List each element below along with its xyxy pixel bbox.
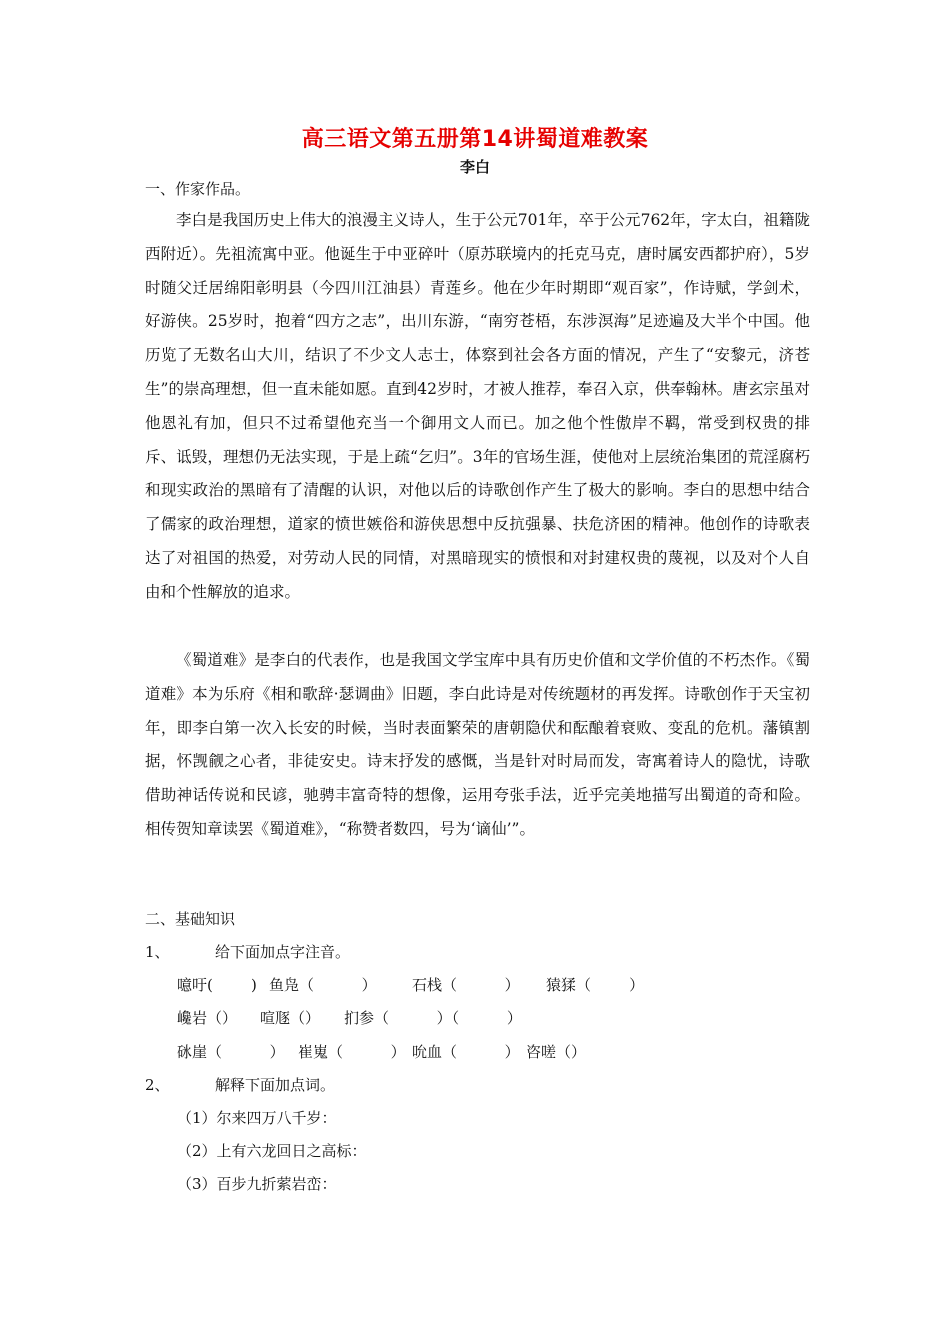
question-1-prompt: 给下面加点字注音。 [215,943,351,961]
explanation-item-1: （1）尔来四万八千岁： [177,1109,337,1127]
pinyin-row-1-item-2: 鱼凫（ ） [269,976,377,994]
pinyin-row-3-item-3: 吮血（ ） [412,1043,520,1061]
explanation-item-2: （2）上有六龙回日之高标： [177,1142,367,1160]
question-2-prompt: 解释下面加点词。 [215,1076,336,1094]
pinyin-row-1-item-4: 猿猱（ ） [546,976,645,994]
author-name: 李白 [459,158,490,176]
question-1-number: 1、 [145,943,170,961]
explanation-item-3: （3）百步九折萦岩峦： [177,1175,337,1193]
pinyin-row-1-item-3: 石栈（ ） [412,976,520,994]
pinyin-row-2-item-2: 喧豗（） [260,1009,321,1027]
question-2 [145,1074,335,1095]
question-1 [145,941,350,962]
pinyin-row-3-item-1: 砯崖（ ） [177,1043,285,1061]
pinyin-row-3-item-4: 咨嗟（） [526,1043,587,1061]
paragraph-biography: 李白是我国历史上伟大的浪漫主义诗人，生于公元701年，卒于公元762年，字太白，祖籍陇西附近）。先祖流寓中亚。他诞生于中亚碎叶（原苏联境内的托克马克，唐时属安西都护府），5岁时随父迁居绵阳彰明县（今四川江油县）青莲乡。他在少年时期即“观百家”，作诗赋，学剑术，好游侠。25岁时，抱着“四方之志”，出川东游，“南穷苍梧，东涉溟海”足迹遍及大半个中国。他历览了无数名山大川，结识了不少文人志士，体察到社会各方面的情况，产生了“安黎元，济苍生”的崇高理想，但一直未能如愿。直到42岁时，才被人推荐，奉召入京，供奉翰林。唐玄宗虽对他恩礼有加，但只不过希望他充当一个御用文人而已。加之他个性傲岸不羁，常受到权贵的排斥、诋毁，理想仍无法实现，于是上疏“乞归”。3年的官场生涯，使他对上层统治集团的荒淫腐朽和现实政治的黑暗有了清醒的认识，对他以后的诗歌创作产生了极大的影响。李白的思想中结合了儒家的政治理想，道家的愤世嫉俗和游侠思想中反抗强暴、扶危济困的精神。他创作的诗歌表达了对祖国的热爱，对劳动人民的同情，对黑暗现实的愤恨和对封建权贵的蔑视，以及对个人自由和个性解放的追求。 [145,211,810,601]
pinyin-row-3-item-2: 崔嵬（ ） [298,1043,406,1061]
document-title: 高三语文第五册第14讲蜀道难教案 [301,127,649,152]
pinyin-row-2-item-1: 巉岩（） [177,1009,238,1027]
section-heading-author-works: 一、作家作品。 [145,180,251,198]
pinyin-row-2-item-3: 扪参（ ）（ ） [344,1009,522,1027]
question-2-number: 2、 [145,1076,170,1094]
section-heading-basic-knowledge: 二、基础知识 [145,910,236,928]
paragraph-work-intro: 《蜀道难》是李白的代表作，也是我国文学宝库中具有历史价值和文学价值的不朽杰作。《蜀道难》本为乐府《相和歌辞·瑟调曲》旧题，李白此诗是对传统题材的再发挥。诗歌创作于天宝初年，即李白第一次入长安的时候，当时表面繁荣的唐朝隐伏和酝酿着衰败、变乱的危机。藩镇割据，怀觊觎之心者，非徒安史。诗末抒发的感慨，当是针对时局而发，寄寓着诗人的隐忧，诗歌借助神话传说和民谚，驰骋丰富奇特的想像，运用夸张手法，近乎完美地描写出蜀道的奇和险。相传贺知章读罢《蜀道难》，“称赞者数四，号为‘谪仙’”。 [145,651,810,838]
pinyin-row-1-item-1: 噫吁( ) [177,976,257,994]
